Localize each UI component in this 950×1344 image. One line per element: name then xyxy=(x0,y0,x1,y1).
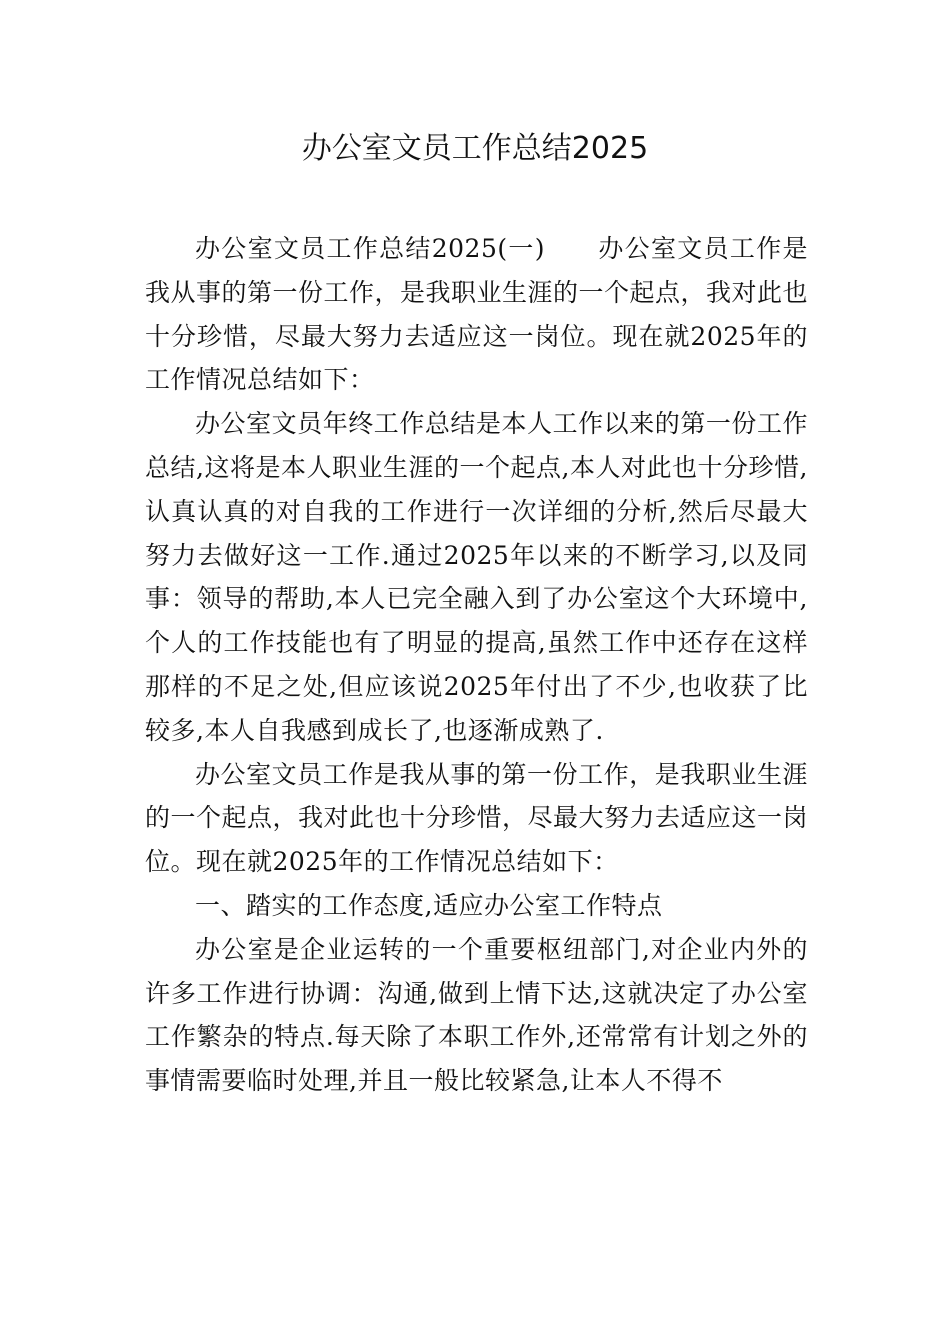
paragraph-4: 办公室是企业运转的一个重要枢纽部门,对企业内外的许多工作进行协调：沟通,做到上情下达,这就决定了办公室工作繁杂的特点.每天除了本职工作外,还常常有计划之外的事情需要临时处理,并且一般比较紧急,让本人不得不 xyxy=(145,934,808,1096)
paragraph-2: 办公室文员年终工作总结是本人工作以来的第一份工作总结,这将是本人职业生涯的一个起点,本人对此也十分珍惜,认真认真的对自我的工作进行一次详细的分析,然后尽最大努力去做好这一工作.通过2025年以来的不断学习,以及同事：领导的帮助,本人已完全融入到了办公室这个大环境中,个人的工作技能也有了明显的提高,虽然工作中还存在这样那样的不足之处,但应该说2025年付出了不少,也收获了比较多,本人自我感到成长了,也逐渐成熟了. xyxy=(145,409,808,745)
document-body xyxy=(145,227,808,1103)
paragraph-3: 办公室文员工作是我从事的第一份工作，是我职业生涯的一个起点，我对此也十分珍惜，尽最大努力去适应这一岗位。现在就2025年的工作情况总结如下： xyxy=(145,759,809,877)
document-title: 办公室文员工作总结2025 xyxy=(301,131,649,166)
section-heading-1: 一、踏实的工作态度,适应办公室工作特点 xyxy=(195,890,663,920)
paragraph-1: 办公室文员工作总结2025(一) 办公室文员工作是我从事的第一份工作，是我职业生涯的一个起点，我对此也十分珍惜，尽最大努力去适应这一岗位。现在就2025年的工作情况总结如下： xyxy=(145,234,809,395)
